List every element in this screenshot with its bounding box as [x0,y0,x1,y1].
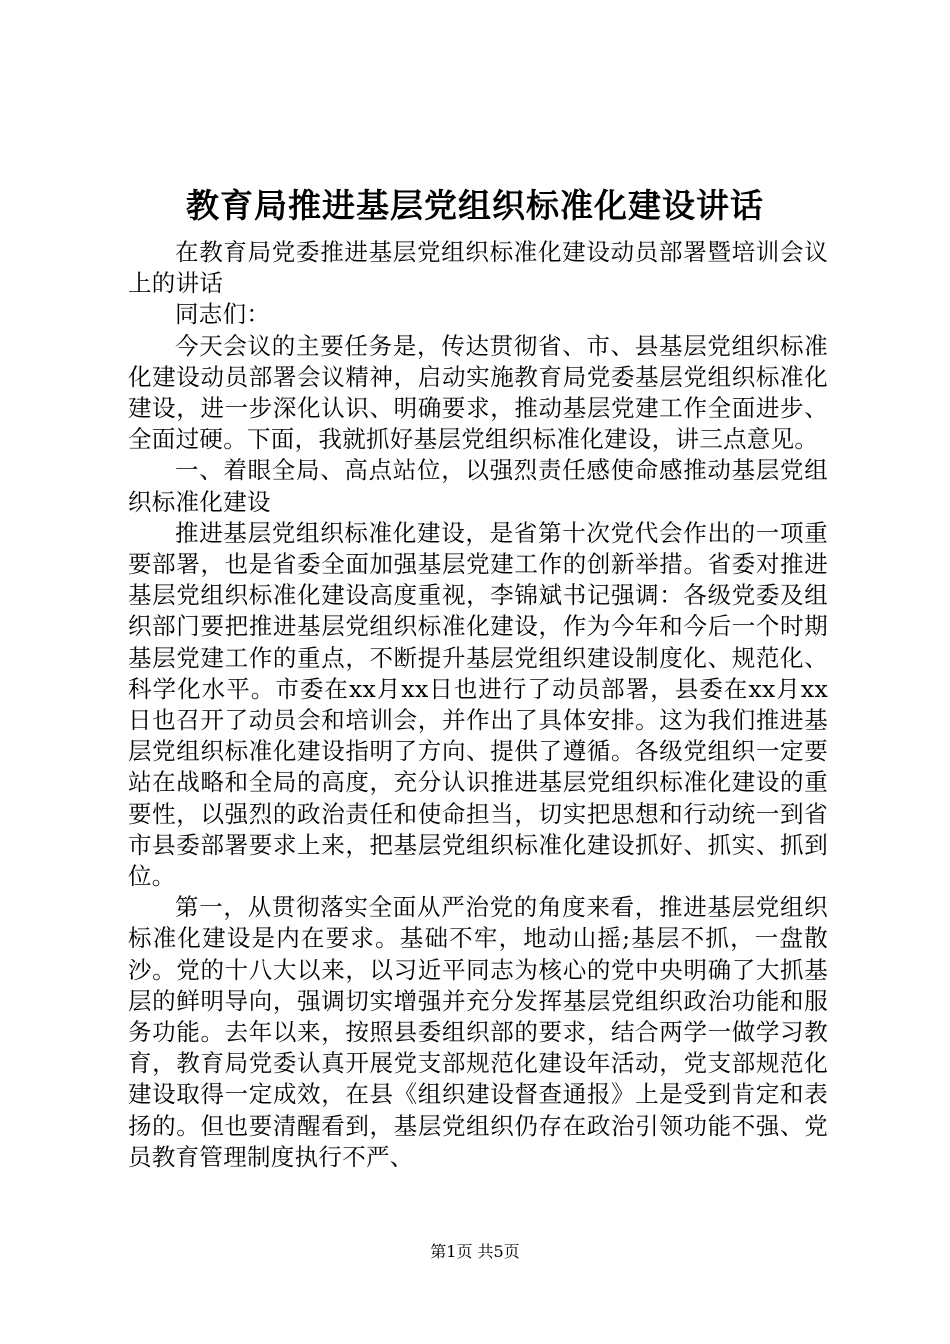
paragraph-body: 推进基层党组织标准化建设，是省第十次党代会作出的一项重要部署，也是省委全面加强基层党建工作的创新举措。省委对推进基层党组织标准化建设高度重视，李锦斌书记强调：各级党委及组织部门要把推进基层党组织标准化建设，作为今年和今后一个时期基层党建工作的重点，不断提升基层党组织建设制度化、规范化、科学化水平。市委在xx月xx日也进行了动员部署，县委在xx月xx日也召开了动员会和培训会，并作出了具体安排。这为我们推进基层党组织标准化建设指明了方向、提供了遵循。各级党组织一定要站在战略和全局的高度，充分认识推进基层党组织标准化建设的重要性，以强烈的政治责任和使命担当，切实把思想和行动统一到省市县委部署要求上来，把基层党组织标准化建设抓好、抓实、抓到位。 [128,518,828,891]
paragraph-body: 第一，从贯彻落实全面从严治党的角度来看，推进基层党组织标准化建设是内在要求。基础不牢，地动山摇;基层不抓，一盘散沙。党的十八大以来，以习近平同志为核心的党中央明确了大抓基层的鲜明导向，强调切实增强并充分发挥基层党组织政治功能和服务功能。去年以来，按照县委组织部的要求，结合两学一做学习教育，教育局党委认真开展党支部规范化建设年活动，党支部规范化建设取得一定成效，在县《组织建设督查通报》上是受到肯定和表扬的。但也要清醒看到，基层党组织仍存在政治引领功能不强、党员教育管理制度执行不严、 [128,893,828,1171]
paragraph-section-heading: 一、着眼全局、高点站位，以强烈责任感使命感推动基层党组织标准化建设 [128,456,828,516]
page-footer: 第1页 共5页 [430,1242,520,1261]
document-body [128,237,828,1173]
paragraph-salutation: 同志们： [175,300,271,329]
document-title: 教育局推进基层党组织标准化建设讲话 [186,186,764,225]
paragraph-subtitle: 在教育局党委推进基层党组织标准化建设动员部署暨培训会议上的讲话 [128,238,828,298]
paragraph-intro: 今天会议的主要任务是，传达贯彻省、市、县基层党组织标准化建设动员部署会议精神，启动实施教育局党委基层党组织标准化建设，进一步深化认识、明确要求，推动基层党建工作全面进步、全面过硬。下面，我就抓好基层党组织标准化建设，讲三点意见。 [128,331,828,454]
